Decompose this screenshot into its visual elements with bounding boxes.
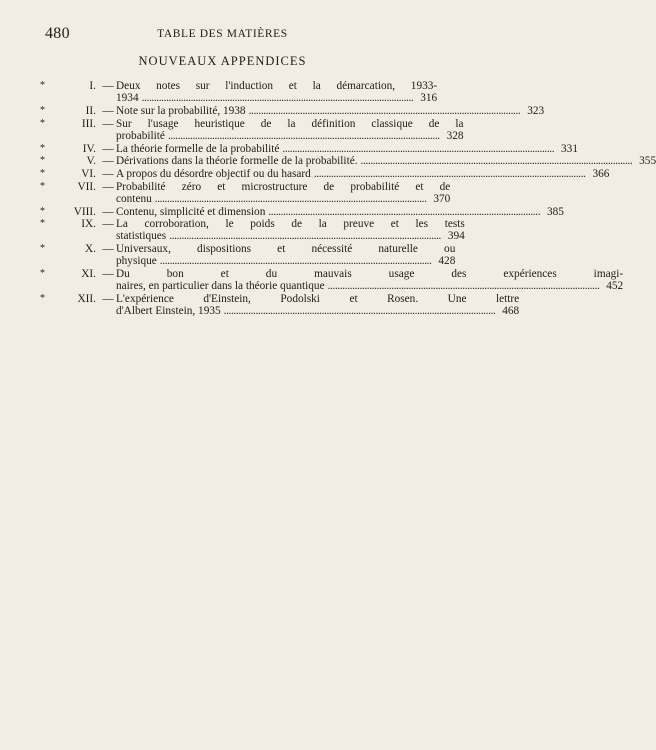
- toc-entry: [40, 80, 438, 105]
- appendix-number: II.: [85, 104, 96, 117]
- entry-title-line: naires, en particulier dans la théorie quantique: [116, 280, 325, 293]
- appendix-number: IX.: [81, 218, 96, 231]
- appendix-number: III.: [81, 117, 96, 130]
- appendix-number: VI.: [81, 167, 96, 180]
- page-reference: 452: [606, 280, 624, 293]
- page-reference: 316: [420, 92, 438, 105]
- entry-title-line: physique: [116, 255, 157, 268]
- em-dash: —: [102, 243, 114, 256]
- new-appendix-marker: *: [40, 104, 45, 116]
- page-reference: 370: [433, 192, 451, 205]
- page-reference: 328: [446, 129, 464, 142]
- appendix-number: X.: [85, 243, 96, 256]
- em-dash: —: [102, 218, 114, 231]
- appendix-number: V.: [86, 155, 96, 168]
- em-dash: —: [102, 292, 114, 305]
- new-appendix-marker: *: [40, 292, 45, 304]
- entry-title: [116, 105, 544, 117]
- em-dash: —: [102, 104, 114, 117]
- entry-title-line: Contenu, simplicité et dimension: [116, 205, 266, 218]
- entry-title: [116, 181, 450, 205]
- entry-title: [116, 118, 464, 142]
- dot-leader: [169, 230, 440, 242]
- appendix-number: I.: [89, 80, 96, 92]
- section-title: NOUVEAUX APPENDICES: [138, 54, 307, 68]
- entry-title-line: A propos du désordre objectif ou du hasard: [116, 167, 311, 180]
- entry-title: [116, 143, 578, 155]
- dot-leader: [168, 130, 439, 142]
- toc-entry: [40, 180, 451, 205]
- page-reference: 385: [546, 205, 564, 218]
- entry-title-line: d'Albert Einstein, 1935: [116, 305, 221, 318]
- toc-entry: [40, 205, 564, 218]
- entry-title-line: Note sur la probabilité, 1938: [116, 104, 246, 117]
- new-appendix-marker: *: [40, 142, 45, 154]
- em-dash: —: [102, 117, 114, 130]
- new-appendix-marker: *: [40, 268, 45, 280]
- toc-entry: [40, 167, 610, 180]
- em-dash: —: [102, 205, 114, 218]
- toc-entry: [40, 117, 464, 142]
- entry-title-line: La théorie formelle de la probabilité: [116, 142, 280, 155]
- appendix-number: XI.: [81, 268, 96, 281]
- entry-title-line: contenu: [116, 192, 152, 205]
- entry-title-line: Deux notes sur l'induction et la démarcation, 1933-: [116, 80, 438, 92]
- toc-entry: [40, 104, 545, 117]
- toc-entry: [40, 243, 456, 268]
- toc-entry: [40, 155, 656, 168]
- new-appendix-marker: *: [40, 218, 45, 230]
- dot-leader: [361, 155, 632, 167]
- new-appendix-marker: *: [40, 243, 45, 255]
- page-reference: 394: [447, 230, 465, 243]
- dot-leader: [314, 168, 585, 180]
- dot-leader: [142, 92, 413, 104]
- entry-title-line: Du bon et du mauvais usage des expériences imagi-: [116, 268, 624, 281]
- entry-title-line: Universaux, dispositions et nécessité naturelle ou: [116, 243, 456, 256]
- entry-title: [116, 206, 564, 218]
- em-dash: —: [102, 180, 114, 193]
- table-of-contents: [40, 80, 656, 318]
- new-appendix-marker: *: [40, 80, 45, 91]
- page-reference: 366: [592, 167, 610, 180]
- page-reference: 355: [639, 155, 656, 168]
- dot-leader: [224, 305, 495, 317]
- entry-title-line: La corroboration, le poids de la preuve et les tests: [116, 218, 465, 231]
- page-number: 480: [45, 25, 70, 42]
- toc-entry: [40, 268, 624, 293]
- page-reference: 323: [527, 104, 545, 117]
- new-appendix-marker: *: [40, 205, 45, 217]
- entry-title: [116, 243, 455, 267]
- entry-title-line: Dérivations dans la théorie formelle de la probabilité.: [116, 155, 358, 168]
- page-reference: 331: [561, 142, 578, 155]
- dot-leader: [155, 193, 426, 205]
- appendix-number: XII.: [77, 292, 96, 305]
- running-head: TABLE DES MATIÈRES: [157, 28, 288, 40]
- new-appendix-marker: *: [40, 117, 45, 129]
- appendix-number: VIII.: [73, 205, 96, 218]
- page-reference: 468: [502, 305, 520, 318]
- entry-title-line: Sur l'usage heuristique de la définition classique de la: [116, 117, 464, 130]
- em-dash: —: [102, 167, 114, 180]
- em-dash: —: [102, 268, 114, 281]
- new-appendix-marker: *: [40, 167, 45, 179]
- entry-title: [116, 268, 623, 292]
- page-reference: 428: [438, 255, 456, 268]
- toc-entry: [40, 218, 465, 243]
- entry-title-line: probabilité: [116, 129, 165, 142]
- entry-title-line: 1934: [116, 92, 139, 105]
- dot-leader: [282, 143, 553, 155]
- entry-title-line: L'expérience d'Einstein, Podolski et Rosen. Une lettre: [116, 292, 520, 305]
- dot-leader: [160, 255, 431, 267]
- entry-title: [116, 218, 465, 242]
- entry-title-line: Probabilité zéro et microstructure de probabilité et de: [116, 180, 451, 193]
- entry-title: [116, 293, 519, 317]
- new-appendix-marker: *: [40, 180, 45, 192]
- entry-title-line: statistiques: [116, 230, 167, 243]
- entry-title: [116, 80, 437, 104]
- appendix-number: VII.: [77, 180, 96, 193]
- em-dash: —: [102, 142, 114, 155]
- appendix-number: IV.: [82, 142, 96, 155]
- toc-entry: [40, 142, 578, 155]
- entry-title: [116, 168, 609, 180]
- em-dash: —: [102, 80, 114, 92]
- entry-title: [116, 155, 656, 167]
- em-dash: —: [102, 155, 114, 168]
- toc-entry: [40, 292, 520, 318]
- dot-leader: [268, 206, 539, 218]
- dot-leader: [328, 280, 599, 292]
- new-appendix-marker: *: [40, 155, 45, 167]
- dot-leader: [249, 105, 520, 117]
